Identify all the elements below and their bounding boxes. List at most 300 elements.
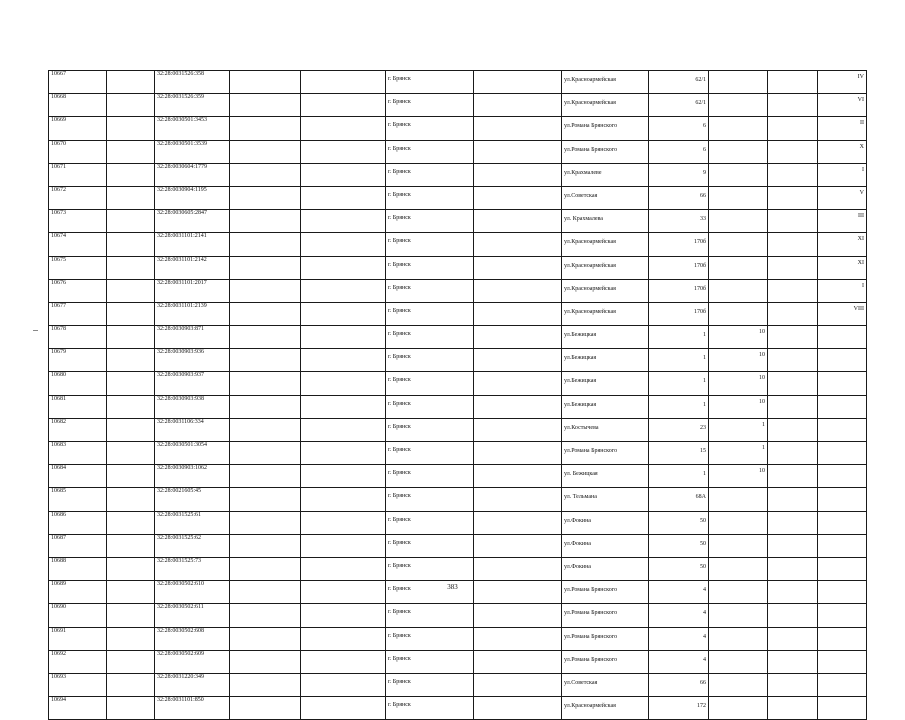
record-number-cell: 10667: [49, 71, 107, 94]
blank-cell: [768, 302, 818, 325]
apartment-number-cell: [709, 650, 768, 673]
room-numeral-cell: II: [818, 117, 867, 140]
record-number-cell: 10671: [49, 163, 107, 186]
record-number-cell: 10690: [49, 604, 107, 627]
apartment-number-cell: [709, 256, 768, 279]
blank-cell: [474, 279, 562, 302]
blank-cell: [301, 117, 386, 140]
blank-cell: [474, 233, 562, 256]
street-cell: ул.Красноармейская: [562, 697, 649, 720]
blank-cell: [107, 418, 155, 441]
blank-cell: [301, 557, 386, 580]
apartment-number-cell: [709, 233, 768, 256]
cadastral-number-cell: 32:28:0031101:2139: [155, 302, 230, 325]
street-cell: ул.Красноармейская: [562, 94, 649, 117]
room-numeral-cell: [818, 604, 867, 627]
apartment-number-cell: [709, 279, 768, 302]
apartment-number-cell: [709, 117, 768, 140]
cadastral-number-cell: 32:28:0031525:61: [155, 511, 230, 534]
table-row: [49, 210, 867, 233]
cadastral-number-cell: 32:28:0030502:611: [155, 604, 230, 627]
apartment-number-cell: 10: [709, 465, 768, 488]
registry-body: [49, 71, 867, 720]
city-cell: г. Брянск: [386, 395, 474, 418]
house-number-cell: 50: [649, 511, 709, 534]
city-cell: г. Брянск: [386, 279, 474, 302]
blank-cell: [768, 673, 818, 696]
blank-cell: [301, 186, 386, 209]
blank-cell: [301, 233, 386, 256]
street-cell: ул.Романа Брянского: [562, 117, 649, 140]
blank-cell: [301, 418, 386, 441]
apartment-number-cell: [709, 71, 768, 94]
record-number-cell: 10675: [49, 256, 107, 279]
blank-cell: [301, 349, 386, 372]
table-row: [49, 94, 867, 117]
blank-cell: [768, 256, 818, 279]
blank-cell: [301, 256, 386, 279]
house-number-cell: 4: [649, 650, 709, 673]
blank-cell: [107, 326, 155, 349]
street-cell: ул.Фокина: [562, 557, 649, 580]
city-cell: г. Брянск: [386, 349, 474, 372]
table-row: [49, 534, 867, 557]
blank-cell: [768, 488, 818, 511]
record-number-cell: 10673: [49, 210, 107, 233]
room-numeral-cell: V: [818, 186, 867, 209]
street-cell: ул.Романа Брянского: [562, 604, 649, 627]
record-number-cell: 10688: [49, 557, 107, 580]
table-row: [49, 186, 867, 209]
blank-cell: [474, 442, 562, 465]
blank-cell: [301, 326, 386, 349]
city-cell: г. Брянск: [386, 673, 474, 696]
record-number-cell: 10674: [49, 233, 107, 256]
blank-cell: [768, 697, 818, 720]
record-number-cell: 10686: [49, 511, 107, 534]
house-number-cell: 6: [649, 140, 709, 163]
blank-cell: [107, 488, 155, 511]
blank-cell: [107, 71, 155, 94]
record-number-cell: 10683: [49, 442, 107, 465]
house-number-cell: 4: [649, 604, 709, 627]
house-number-cell: 15: [649, 442, 709, 465]
blank-cell: [768, 279, 818, 302]
apartment-number-cell: 1: [709, 442, 768, 465]
record-number-cell: 10670: [49, 140, 107, 163]
table-row: [49, 163, 867, 186]
house-number-cell: 1: [649, 465, 709, 488]
house-number-cell: 170б: [649, 256, 709, 279]
blank-cell: [107, 604, 155, 627]
apartment-number-cell: [709, 673, 768, 696]
room-numeral-cell: [818, 395, 867, 418]
cadastral-number-cell: 32:28:0031101:2017: [155, 279, 230, 302]
blank-cell: [107, 650, 155, 673]
house-number-cell: 9: [649, 163, 709, 186]
blank-cell: [474, 697, 562, 720]
blank-cell: [474, 210, 562, 233]
blank-cell: [474, 372, 562, 395]
cadastral-number-cell: 32:28:0031526:358: [155, 71, 230, 94]
blank-cell: [301, 534, 386, 557]
cadastral-number-cell: 32:28:0030903:871: [155, 326, 230, 349]
street-cell: ул.Романа Брянского: [562, 442, 649, 465]
street-cell: ул.Красноармейская: [562, 71, 649, 94]
table-row: [49, 557, 867, 580]
street-cell: ул.Романа Брянского: [562, 650, 649, 673]
blank-cell: [230, 302, 301, 325]
apartment-number-cell: [709, 604, 768, 627]
blank-cell: [107, 627, 155, 650]
blank-cell: [230, 279, 301, 302]
table-row: [49, 604, 867, 627]
blank-cell: [474, 604, 562, 627]
apartment-number-cell: [709, 534, 768, 557]
city-cell: г. Брянск: [386, 117, 474, 140]
blank-cell: [230, 488, 301, 511]
cadastral-number-cell: 32:28:0030502:610: [155, 581, 230, 604]
street-cell: ул.Романа Брянского: [562, 581, 649, 604]
record-number-cell: 10672: [49, 186, 107, 209]
room-numeral-cell: [818, 650, 867, 673]
blank-cell: [474, 395, 562, 418]
blank-cell: [474, 673, 562, 696]
blank-cell: [230, 604, 301, 627]
apartment-number-cell: [709, 697, 768, 720]
blank-cell: [230, 186, 301, 209]
record-number-cell: 10694: [49, 697, 107, 720]
record-number-cell: 10691: [49, 627, 107, 650]
city-cell: г. Брянск: [386, 233, 474, 256]
blank-cell: [107, 302, 155, 325]
blank-cell: [474, 302, 562, 325]
house-number-cell: 4: [649, 581, 709, 604]
blank-cell: [107, 511, 155, 534]
record-number-cell: 10682: [49, 418, 107, 441]
blank-cell: [230, 163, 301, 186]
city-cell: г. Брянск: [386, 94, 474, 117]
blank-cell: [107, 557, 155, 580]
blank-cell: [301, 395, 386, 418]
blank-cell: [107, 117, 155, 140]
cadastral-number-cell: 32:28:0030904:1195: [155, 186, 230, 209]
blank-cell: [474, 534, 562, 557]
table-row: [49, 627, 867, 650]
room-numeral-cell: VI: [818, 94, 867, 117]
blank-cell: [230, 557, 301, 580]
blank-cell: [230, 465, 301, 488]
record-number-cell: 10679: [49, 349, 107, 372]
record-number-cell: 10687: [49, 534, 107, 557]
blank-cell: [230, 140, 301, 163]
blank-cell: [230, 117, 301, 140]
room-numeral-cell: [818, 418, 867, 441]
city-cell: г. Брянск: [386, 557, 474, 580]
room-numeral-cell: XI: [818, 233, 867, 256]
street-cell: ул.Красноармейская: [562, 233, 649, 256]
blank-cell: [301, 140, 386, 163]
blank-cell: [107, 349, 155, 372]
blank-cell: [768, 186, 818, 209]
room-numeral-cell: XI: [818, 256, 867, 279]
table-row: [49, 349, 867, 372]
room-numeral-cell: X: [818, 140, 867, 163]
blank-cell: [230, 697, 301, 720]
table-row: [49, 673, 867, 696]
record-number-cell: 10684: [49, 465, 107, 488]
blank-cell: [474, 511, 562, 534]
street-cell: ул.Красноармейская: [562, 279, 649, 302]
room-numeral-cell: IV: [818, 71, 867, 94]
table-row: [49, 140, 867, 163]
city-cell: г. Брянск: [386, 418, 474, 441]
blank-cell: [768, 418, 818, 441]
blank-cell: [107, 697, 155, 720]
city-cell: г. Брянск: [386, 488, 474, 511]
city-cell: г. Брянск: [386, 302, 474, 325]
city-cell: г. Брянск: [386, 71, 474, 94]
street-cell: ул.Советская: [562, 673, 649, 696]
blank-cell: [474, 186, 562, 209]
room-numeral-cell: [818, 442, 867, 465]
table-row: [49, 71, 867, 94]
blank-cell: [301, 465, 386, 488]
record-number-cell: 10677: [49, 302, 107, 325]
blank-cell: [474, 349, 562, 372]
apartment-number-cell: [709, 94, 768, 117]
cadastral-number-cell: 32:28:0031106:334: [155, 418, 230, 441]
city-cell: г. Брянск: [386, 465, 474, 488]
record-number-cell: 10685: [49, 488, 107, 511]
blank-cell: [230, 233, 301, 256]
house-number-cell: 4: [649, 627, 709, 650]
street-cell: ул.Романа Брянского: [562, 140, 649, 163]
blank-cell: [107, 233, 155, 256]
room-numeral-cell: III: [818, 210, 867, 233]
street-cell: ул.Бежицкая: [562, 349, 649, 372]
record-number-cell: 10689: [49, 581, 107, 604]
blank-cell: [474, 94, 562, 117]
record-number-cell: 10669: [49, 117, 107, 140]
blank-cell: [474, 256, 562, 279]
house-number-cell: 50: [649, 557, 709, 580]
blank-cell: [230, 71, 301, 94]
blank-cell: [768, 117, 818, 140]
apartment-number-cell: [709, 186, 768, 209]
city-cell: г. Брянск: [386, 581, 474, 604]
room-numeral-cell: [818, 326, 867, 349]
blank-cell: [768, 395, 818, 418]
record-number-cell: 10678: [49, 326, 107, 349]
table-row: [49, 511, 867, 534]
blank-cell: [768, 442, 818, 465]
cadastral-number-cell: 32:28:0030903:936: [155, 349, 230, 372]
blank-cell: [768, 163, 818, 186]
table-row: [49, 117, 867, 140]
blank-cell: [230, 94, 301, 117]
cadastral-number-cell: 32:28:0031101:850: [155, 697, 230, 720]
blank-cell: [230, 349, 301, 372]
blank-cell: [474, 488, 562, 511]
house-number-cell: 62/1: [649, 94, 709, 117]
room-numeral-cell: [818, 488, 867, 511]
blank-cell: [107, 395, 155, 418]
blank-cell: [768, 326, 818, 349]
street-cell: ул.Бежицкая: [562, 326, 649, 349]
blank-cell: [301, 94, 386, 117]
house-number-cell: 1: [649, 326, 709, 349]
cadastral-number-cell: 32:28:0030605:2847: [155, 210, 230, 233]
blank-cell: [768, 511, 818, 534]
street-cell: ул. Тельмана: [562, 488, 649, 511]
blank-cell: [768, 604, 818, 627]
street-cell: ул.Советская: [562, 186, 649, 209]
property-registry-table: [48, 70, 867, 720]
cadastral-number-cell: 32:28:0030501:3054: [155, 442, 230, 465]
table-row: [49, 233, 867, 256]
apartment-number-cell: [709, 511, 768, 534]
apartment-number-cell: 10: [709, 395, 768, 418]
blank-cell: [768, 71, 818, 94]
blank-cell: [768, 94, 818, 117]
blank-cell: [230, 627, 301, 650]
blank-cell: [474, 71, 562, 94]
room-numeral-cell: I: [818, 279, 867, 302]
blank-cell: [230, 372, 301, 395]
room-numeral-cell: [818, 627, 867, 650]
blank-cell: [107, 534, 155, 557]
house-number-cell: 6: [649, 117, 709, 140]
table-row: [49, 697, 867, 720]
cadastral-number-cell: 32:28:0030604:1779: [155, 163, 230, 186]
house-number-cell: 50: [649, 534, 709, 557]
blank-cell: [107, 140, 155, 163]
city-cell: г. Брянск: [386, 326, 474, 349]
blank-cell: [768, 650, 818, 673]
house-number-cell: 66: [649, 186, 709, 209]
record-number-cell: 10676: [49, 279, 107, 302]
apartment-number-cell: [709, 163, 768, 186]
blank-cell: [301, 650, 386, 673]
table-row: [49, 442, 867, 465]
house-number-cell: 66: [649, 673, 709, 696]
room-numeral-cell: [818, 673, 867, 696]
blank-cell: [230, 442, 301, 465]
table-row: [49, 256, 867, 279]
city-cell: г. Брянск: [386, 511, 474, 534]
cadastral-number-cell: 32:28:0030903:937: [155, 372, 230, 395]
table-row: [49, 372, 867, 395]
table-row: [49, 488, 867, 511]
table-row: [49, 650, 867, 673]
blank-cell: [474, 465, 562, 488]
blank-cell: [230, 256, 301, 279]
blank-cell: [301, 279, 386, 302]
blank-cell: [107, 442, 155, 465]
blank-cell: [768, 372, 818, 395]
city-cell: г. Брянск: [386, 163, 474, 186]
street-cell: ул.Фокина: [562, 534, 649, 557]
record-number-cell: 10693: [49, 673, 107, 696]
apartment-number-cell: 10: [709, 326, 768, 349]
city-cell: г. Брянск: [386, 442, 474, 465]
record-number-cell: 10668: [49, 94, 107, 117]
blank-cell: [107, 210, 155, 233]
street-cell: ул.Красноармейская: [562, 302, 649, 325]
street-cell: ул.Бежицкая: [562, 395, 649, 418]
table-row: [49, 395, 867, 418]
city-cell: г. Брянск: [386, 186, 474, 209]
blank-cell: [107, 186, 155, 209]
record-number-cell: 10681: [49, 395, 107, 418]
blank-cell: [230, 326, 301, 349]
apartment-number-cell: 1: [709, 418, 768, 441]
blank-cell: [301, 604, 386, 627]
city-cell: г. Брянск: [386, 627, 474, 650]
house-number-cell: 68А: [649, 488, 709, 511]
blank-cell: [474, 140, 562, 163]
room-numeral-cell: [818, 349, 867, 372]
blank-cell: [474, 557, 562, 580]
house-number-cell: 33: [649, 210, 709, 233]
blank-cell: [474, 418, 562, 441]
blank-cell: [230, 418, 301, 441]
table-row: [49, 418, 867, 441]
blank-cell: [301, 697, 386, 720]
blank-cell: [301, 71, 386, 94]
blank-cell: [474, 163, 562, 186]
cadastral-number-cell: 32:28:0031525:62: [155, 534, 230, 557]
house-number-cell: 170б: [649, 233, 709, 256]
blank-cell: [107, 94, 155, 117]
blank-cell: [768, 465, 818, 488]
blank-cell: [768, 233, 818, 256]
house-number-cell: 1: [649, 395, 709, 418]
cadastral-number-cell: 32:28:0031525:73: [155, 557, 230, 580]
blank-cell: [768, 349, 818, 372]
blank-cell: [301, 627, 386, 650]
street-cell: ул.Крахмалеве: [562, 163, 649, 186]
city-cell: г. Брянск: [386, 140, 474, 163]
room-numeral-cell: [818, 557, 867, 580]
house-number-cell: 62/1: [649, 71, 709, 94]
blank-cell: [768, 534, 818, 557]
city-cell: г. Брянск: [386, 256, 474, 279]
street-cell: ул.Романа Брянского: [562, 627, 649, 650]
cadastral-number-cell: 32:28:0030501:3453: [155, 117, 230, 140]
apartment-number-cell: [709, 210, 768, 233]
blank-cell: [768, 627, 818, 650]
city-cell: г. Брянск: [386, 534, 474, 557]
blank-cell: [230, 534, 301, 557]
room-numeral-cell: [818, 534, 867, 557]
blank-cell: [107, 465, 155, 488]
street-cell: ул.Бежицкая: [562, 372, 649, 395]
blank-cell: [301, 372, 386, 395]
house-number-cell: 170б: [649, 279, 709, 302]
blank-cell: [768, 140, 818, 163]
city-cell: г. Брянск: [386, 210, 474, 233]
table-row: [49, 465, 867, 488]
city-cell: г. Брянск: [386, 697, 474, 720]
margin-tick-mark: [33, 330, 38, 331]
apartment-number-cell: [709, 302, 768, 325]
street-cell: ул. Крахмалева: [562, 210, 649, 233]
city-cell: г. Брянск: [386, 604, 474, 627]
blank-cell: [230, 673, 301, 696]
page-number: 383: [447, 583, 458, 591]
